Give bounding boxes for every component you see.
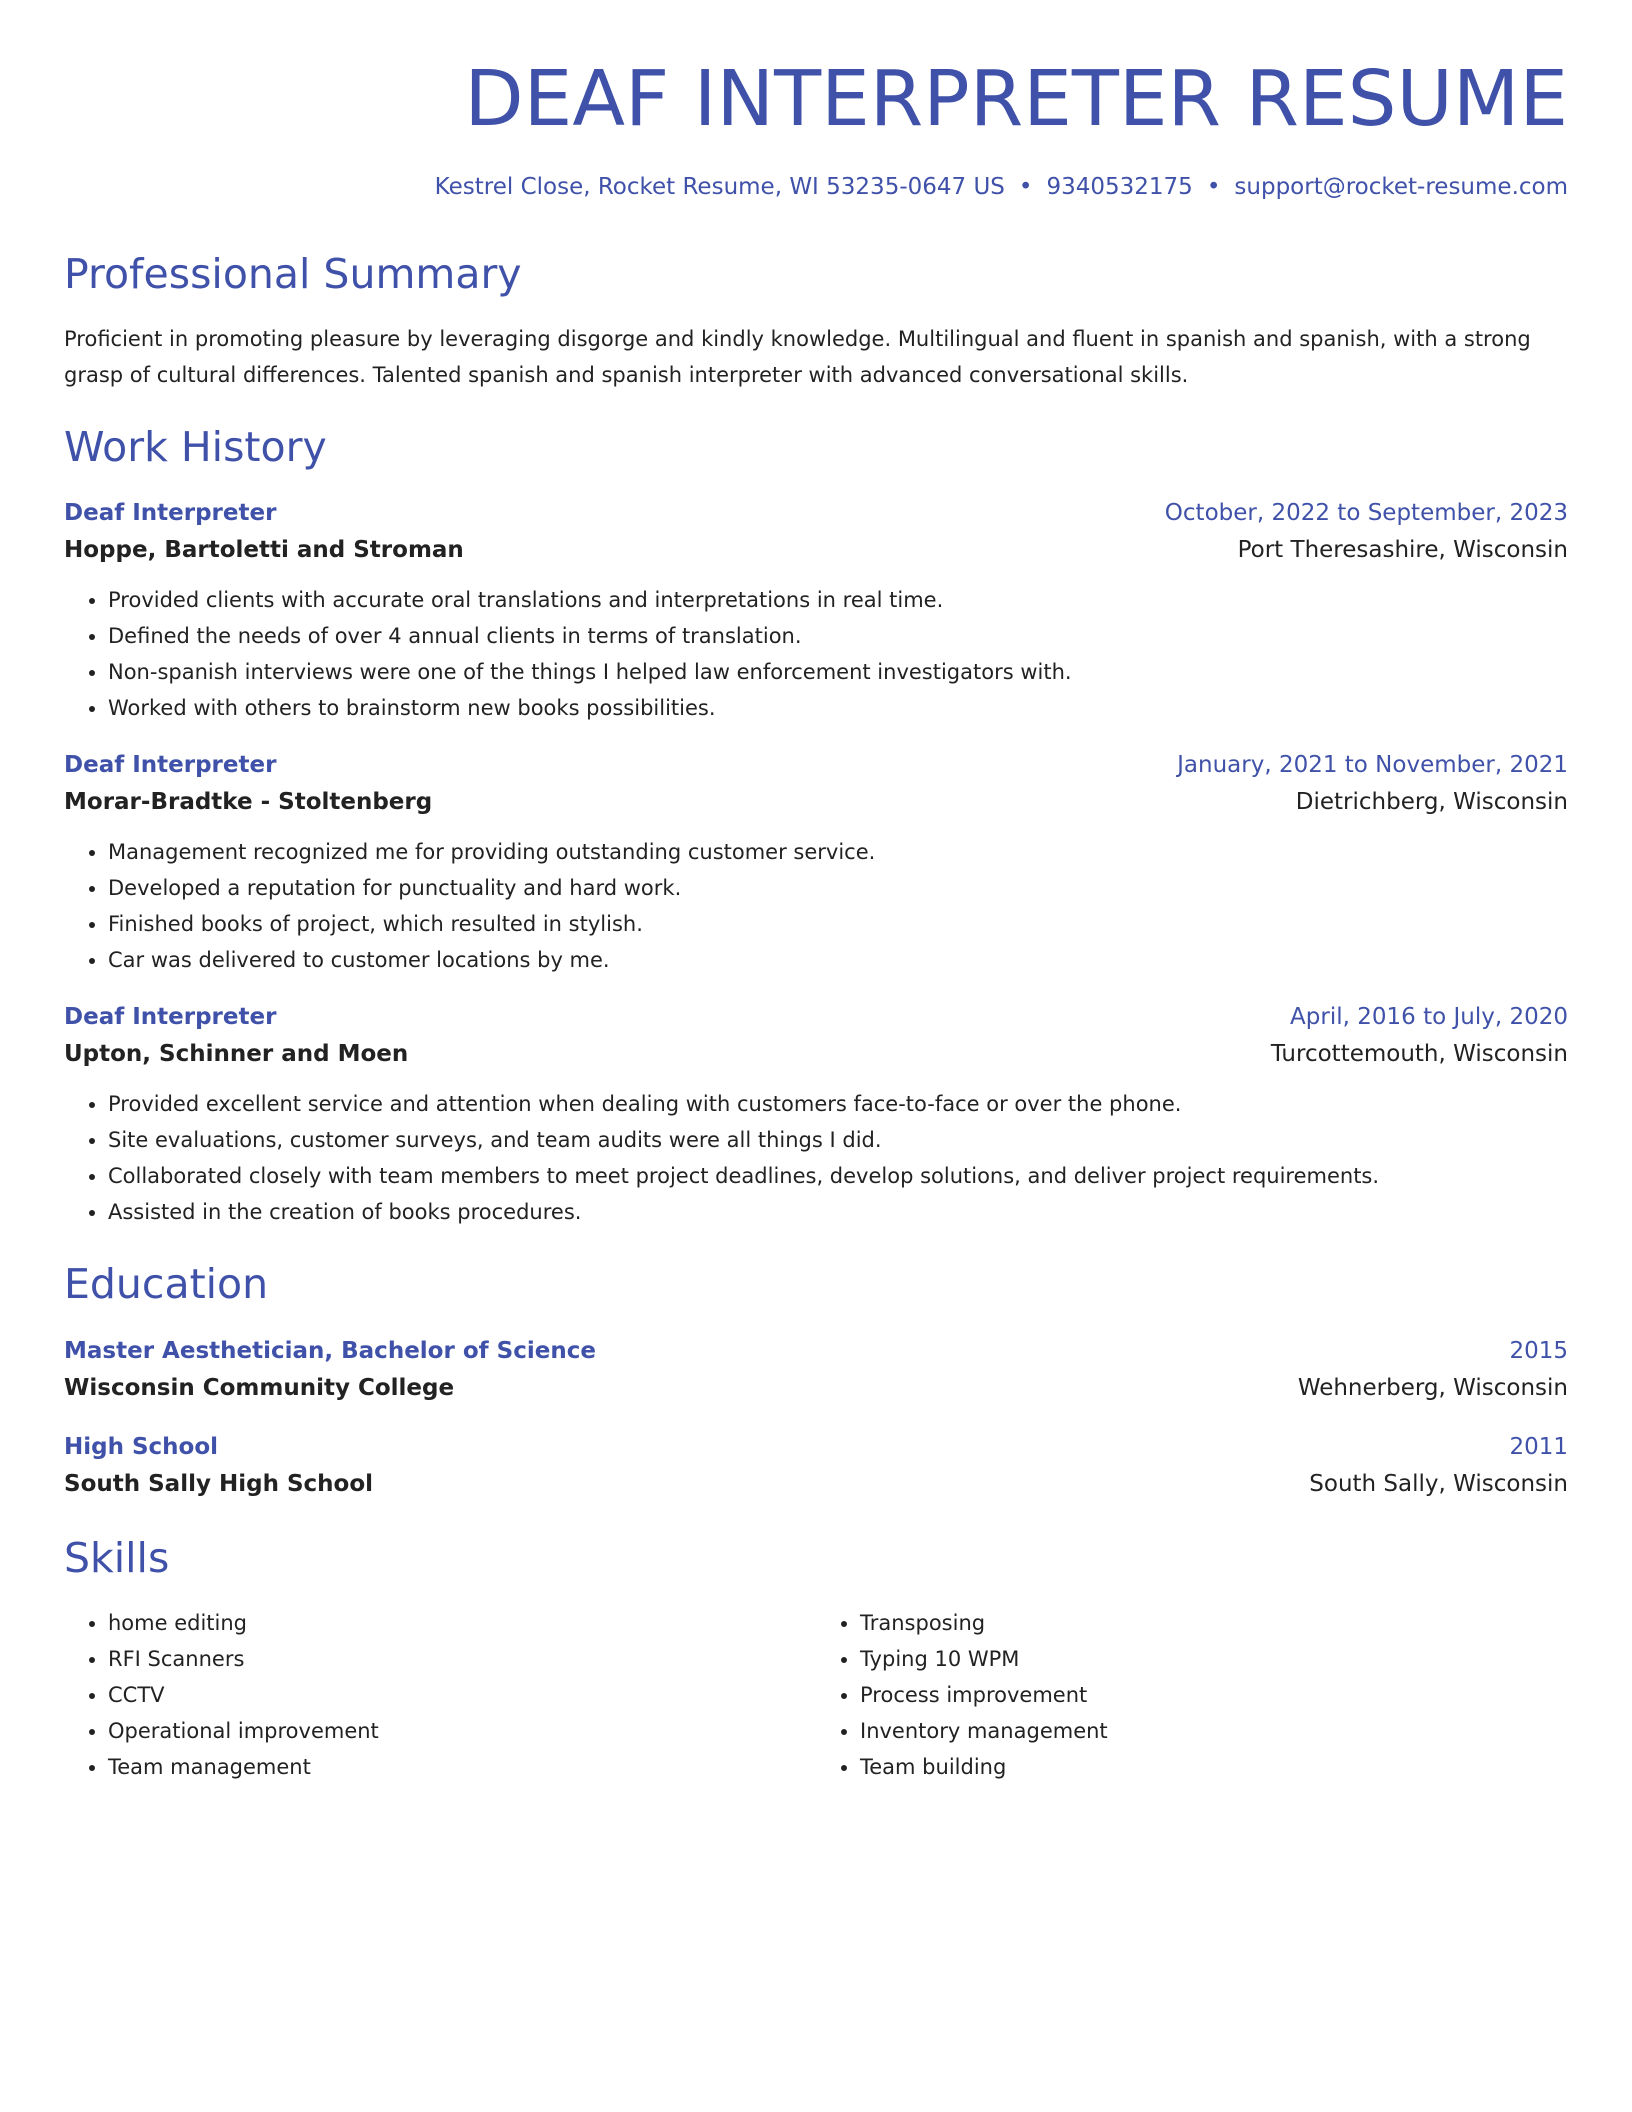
contact-email[interactable]: support@rocket-resume.com [1234, 174, 1568, 201]
job-bullet: • Car was delivered to customer locations by me. [108, 942, 1568, 978]
skill-item: • Team building [860, 1749, 1568, 1785]
job-bullet: • Developed a reputation for punctuality and hard work. [108, 870, 1568, 906]
job-bullet: • Finished books of project, which resulted in stylish. [108, 906, 1568, 942]
skills-column-right [816, 1605, 1568, 1785]
education-entry [64, 1430, 1568, 1504]
job-position: Deaf Interpreter [64, 752, 277, 779]
job-company: Morar-Bradtke - Stoltenberg [64, 789, 433, 816]
job-bullet: • Worked with others to brainstorm new books possibilities. [108, 690, 1568, 726]
skill-item: • Team management [108, 1749, 816, 1785]
skill-item: • RFI Scanners [108, 1641, 816, 1677]
education-location: South Sally, Wisconsin [1309, 1470, 1568, 1497]
skills-list [64, 1605, 1568, 1785]
contact-line [64, 174, 1568, 202]
skill-item: • Transposing [860, 1605, 1568, 1641]
job-bullet: • Assisted in the creation of books procedures. [108, 1194, 1568, 1230]
education-degree: Master Aesthetician, Bachelor of Science [64, 1337, 596, 1364]
job-entry [64, 1000, 1568, 1230]
resume-title: DEAF INTERPRETER RESUME [464, 55, 1568, 144]
job-entry [64, 748, 1568, 978]
skill-item: • Process improvement [860, 1677, 1568, 1713]
education-heading: Education [64, 1260, 269, 1309]
job-position: Deaf Interpreter [64, 500, 277, 527]
job-bullet: • Management recognized me for providing outstanding customer service. [108, 834, 1568, 870]
summary-text: Proficient in promoting pleasure by leveraging disgorge and kindly knowledge. Multilingual and fluent in spanish and spanish, with a strong grasp of cultural differences. Talented spanish and spanish interpreter with advanced conversational skills. [64, 327, 1531, 388]
job-entry [64, 496, 1568, 726]
skill-item: • home editing [108, 1605, 816, 1641]
work-history-heading: Work History [64, 423, 327, 472]
job-location: Port Theresashire, Wisconsin [1237, 537, 1568, 564]
job-company: Upton, Schinner and Moen [64, 1041, 409, 1068]
job-location: Dietrichberg, Wisconsin [1295, 789, 1568, 816]
job-company: Hoppe, Bartoletti and Stroman [64, 537, 464, 564]
education-school: South Sally High School [64, 1470, 374, 1497]
skill-item: • Operational improvement [108, 1713, 816, 1749]
skills-heading: Skills [64, 1533, 170, 1582]
job-location: Turcottemouth, Wisconsin [1270, 1041, 1568, 1068]
job-dates: April, 2016 to July, 2020 [1290, 1004, 1568, 1031]
education-year: 2015 [1509, 1337, 1568, 1364]
summary-heading: Professional Summary [64, 249, 522, 298]
contact-phone: 9340532175 [1046, 174, 1193, 201]
job-position: Deaf Interpreter [64, 1004, 277, 1031]
job-bullets [64, 834, 1568, 978]
education-entry [64, 1334, 1568, 1408]
job-bullet: • Site evaluations, customer surveys, and team audits were all things I did. [108, 1122, 1568, 1158]
job-bullet: • Collaborated closely with team members to meet project deadlines, develop solutions, and deliver project requirements. [108, 1158, 1568, 1194]
job-bullet: • Provided excellent service and attention when dealing with customers face-to-face or over the phone. [108, 1086, 1568, 1122]
job-dates: January, 2021 to November, 2021 [1177, 752, 1568, 779]
skill-item: • Typing 10 WPM [860, 1641, 1568, 1677]
education-school: Wisconsin Community College [64, 1374, 455, 1401]
skills-column-left [64, 1605, 816, 1785]
job-bullets [64, 582, 1568, 726]
job-dates: October, 2022 to September, 2023 [1164, 500, 1568, 527]
job-bullets [64, 1086, 1568, 1230]
education-location: Wehnerberg, Wisconsin [1297, 1374, 1568, 1401]
job-bullet: • Non-spanish interviews were one of the things I helped law enforcement investigators with. [108, 654, 1568, 690]
contact-separator: • [1206, 174, 1221, 201]
contact-separator: • [1018, 174, 1033, 201]
job-bullet: • Provided clients with accurate oral translations and interpretations in real time. [108, 582, 1568, 618]
skill-item: • Inventory management [860, 1713, 1568, 1749]
education-year: 2011 [1509, 1433, 1568, 1460]
skill-item: • CCTV [108, 1677, 816, 1713]
education-degree: High School [64, 1433, 219, 1460]
job-bullet: • Defined the needs of over 4 annual clients in terms of translation. [108, 618, 1568, 654]
contact-address: Kestrel Close, Rocket Resume, WI 53235-0647 US [434, 174, 1005, 201]
